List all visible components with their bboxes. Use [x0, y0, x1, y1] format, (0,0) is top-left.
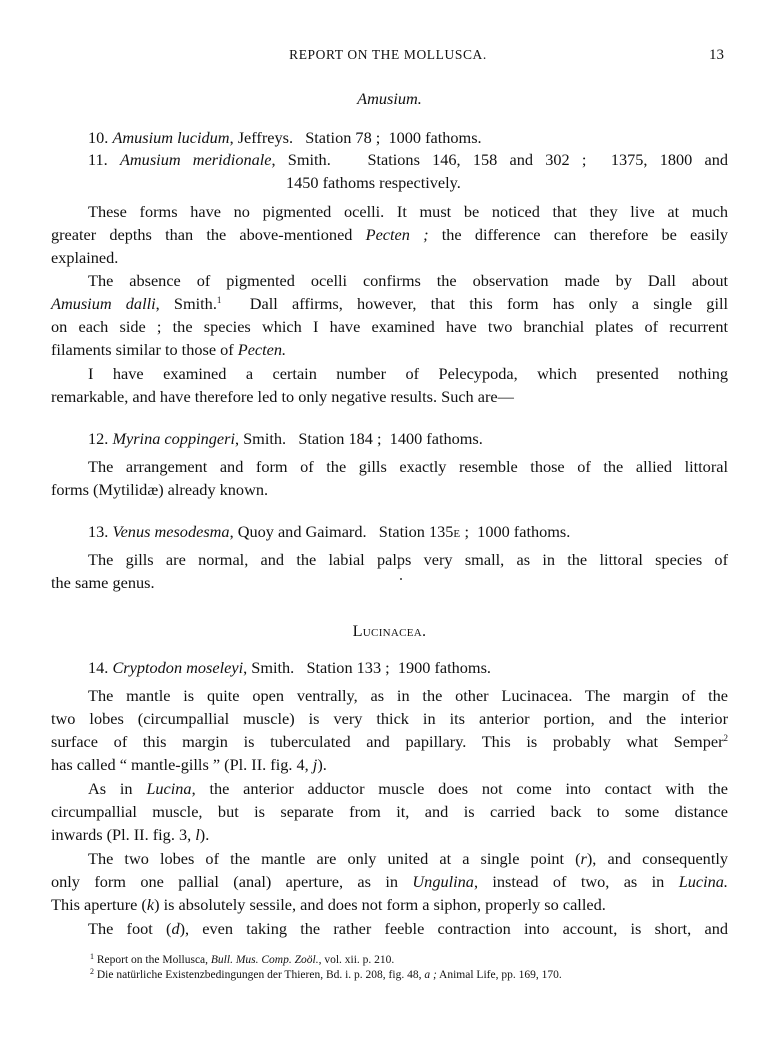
species-entry-11: 11. Amusium meridionale, Smith. Stations 146, 158 and 302 ; 1375, 1800 and: [88, 150, 729, 169]
paragraph-line: explained.: [51, 248, 119, 267]
paragraph-line: two lobes (circumpallial muscle) is very thick in its anterior portion, and the interior: [51, 709, 728, 728]
paragraph-line: These forms have no pigmented ocelli. It must be noticed that they live at much: [88, 202, 728, 221]
footnote-ref-2[interactable]: 2: [723, 733, 728, 743]
paragraph-line: remarkable, and have therefore led to only negative results. Such are—: [51, 387, 514, 406]
paragraph-line: The mantle is quite open ventrally, as in the other Lucinacea. The margin of the: [88, 686, 728, 705]
species-entry-12: 12. Myrina coppingeri, Smith. Station 184 ; 1400 fathoms.: [88, 429, 483, 448]
print-speck: [400, 578, 402, 580]
species-name: Amusium lucidum: [112, 128, 230, 147]
paragraph-line: has called “ mantle-gills ” (Pl. II. fig. 4, j).: [51, 755, 327, 774]
paragraph-line: greater depths than the above-mentioned Pecten ; the difference can therefore be easily: [51, 225, 729, 244]
species-entry-10: 10. Amusium lucidum, Jeffreys. Station 78 ; 1000 fathoms.: [88, 128, 482, 147]
footnote-2: $^2$ Die natürliche Existenzbedingungen der Thieren, Bd. i. p. 208, fig. 48, a ; Animal Life, pp. 169, 170.: [90, 967, 562, 981]
species-entry-13: 13. Venus mesodesma, Quoy and Gaimard. Station 135e ; 1000 fathoms.: [88, 522, 571, 541]
running-title: REPORT ON THE MOLLUSCA.: [289, 47, 487, 62]
species-entry-11-cont: 1450 fathoms respectively.: [286, 173, 461, 192]
paragraph-line: Amusium dalli, Smith.$^1$ Dall affirms, however, that this form has only a single gill: [51, 294, 729, 313]
paragraph-line: The gills are normal, and the labial palps very small, as in the littoral species of: [88, 550, 728, 569]
paragraph-line: forms (Mytilidæ) already known.: [51, 480, 269, 499]
paragraph-line: This aperture (k) is absolutely sessile, and does not form a siphon, properly so called.: [51, 895, 606, 914]
section-heading-amusium: Amusium.: [357, 89, 422, 108]
page-header: [0, 47, 776, 67]
species-name: Cryptodon moseleyi: [112, 658, 244, 677]
species-name: Myrina coppingeri: [112, 429, 235, 448]
paragraph-line: circumpallial muscle, but is separate from it, and is carried back to some distance: [51, 802, 728, 821]
footnote-1: $^1$ Report on the Mollusca, Bull. Mus. Comp. Zoöl., vol. xii. p. 210.: [90, 952, 395, 966]
species-name: Venus mesodesma: [112, 522, 230, 541]
paragraph-line: I have examined a certain number of Pelecypoda, which presented nothing: [88, 364, 728, 383]
paragraph-line: the same genus.: [51, 573, 155, 592]
paragraph-line: filaments similar to those of Pecten.: [51, 340, 287, 359]
species-name: Amusium meridionale: [119, 150, 272, 169]
paragraph-line: on each side ; the species which I have examined have two branchial plates of recurrent: [51, 317, 728, 336]
paragraph-line: The arrangement and form of the gills exactly resemble those of the allied littoral: [88, 457, 728, 476]
paragraph-line: As in Lucina, the anterior adductor muscle does not come into contact with the: [88, 779, 728, 798]
paragraph-line: The two lobes of the mantle are only united at a single point (r), and consequently: [88, 849, 729, 868]
paragraph-line: inwards (Pl. II. fig. 3, l).: [51, 825, 210, 844]
section-heading-lucinacea: Lucinacea.: [352, 621, 427, 640]
species-entry-14: 14. Cryptodon moseleyi, Smith. Station 133 ; 1900 fathoms.: [88, 658, 491, 677]
page-number: 13: [709, 47, 724, 63]
paragraph-line: surface of this margin is tuberculated and papillary. This is probably what Semper$^2$: [51, 732, 728, 751]
paragraph-line: only form one pallial (anal) aperture, as in Ungulina, instead of two, as in Lucina.: [51, 872, 729, 891]
footnote-ref-1[interactable]: 1: [216, 295, 222, 305]
paragraph-line: The absence of pigmented ocelli confirms the observation made by Dall about: [88, 271, 728, 290]
paragraph-line: The foot (d), even taking the rather feeble contraction into account, is short, and: [88, 919, 728, 938]
